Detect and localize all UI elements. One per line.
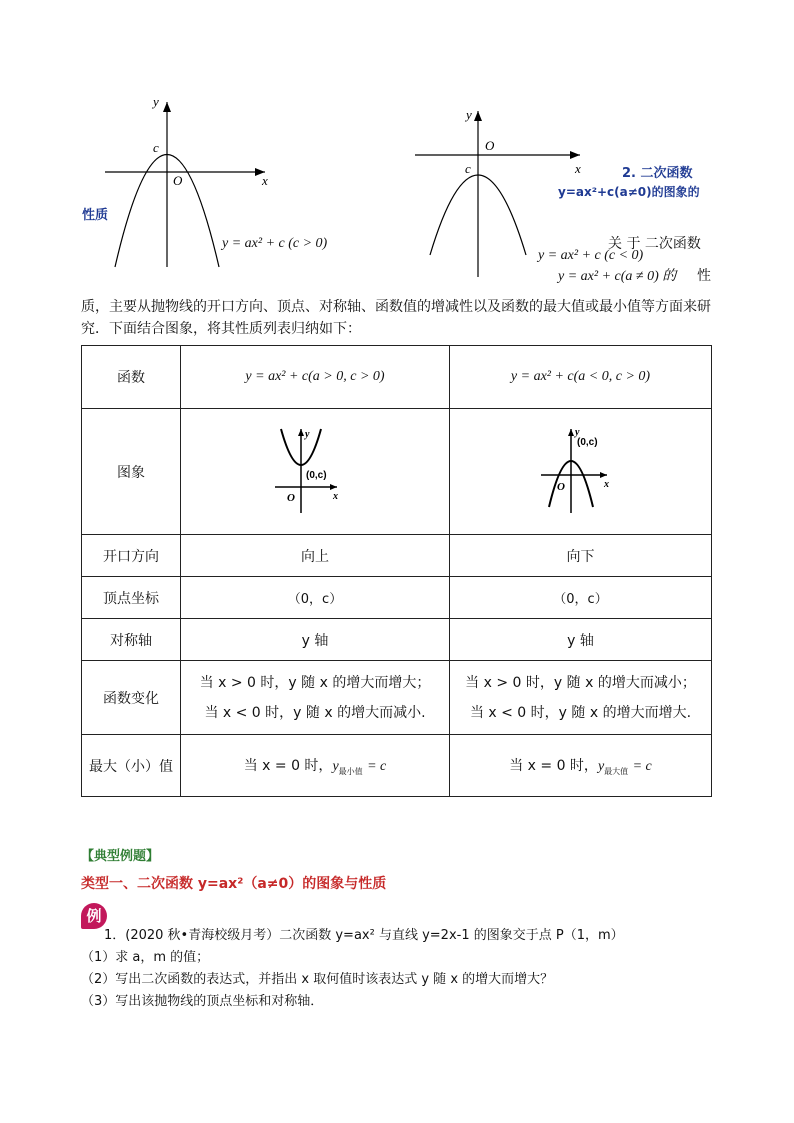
extreme-1-var: y bbox=[332, 758, 339, 774]
extreme-2-sub: 最大值 bbox=[604, 766, 629, 776]
extreme-2-var: y bbox=[597, 758, 605, 774]
question-part-1: （1）求 a，m 的值； bbox=[81, 950, 210, 965]
formula-right-b: y = ax² + c(a ≠ 0) 的 bbox=[558, 269, 677, 284]
table-row bbox=[82, 409, 712, 535]
table-row bbox=[82, 735, 712, 797]
type-title: 类型一、二次函数 y=ax²（a≠0）的图象与性质 bbox=[81, 876, 387, 892]
graph-y-label: y bbox=[574, 426, 579, 438]
section-subtitle: y=ax²+c(a≠0)的图象的 bbox=[558, 185, 700, 199]
cell-vertex-2: （0，c） bbox=[450, 577, 712, 619]
examples-heading: 【典型例题】 bbox=[81, 849, 160, 864]
graph-origin: O bbox=[556, 480, 565, 493]
graph-y-label: y bbox=[305, 428, 310, 440]
cell-function-a-neg: y = ax² + c(a < 0, c > 0) bbox=[450, 346, 712, 409]
y-axis-label: y bbox=[153, 94, 159, 109]
row-label-graph: 图象 bbox=[82, 409, 181, 535]
c-label: c bbox=[465, 161, 471, 176]
cell-change-1 bbox=[181, 661, 450, 735]
cell-opening-down: 向下 bbox=[450, 535, 712, 577]
table-row bbox=[82, 577, 712, 619]
table-row bbox=[82, 619, 712, 661]
formula-left: y = ax² + c (c > 0) bbox=[222, 236, 328, 251]
cell-axis-2: y 轴 bbox=[450, 619, 712, 661]
paragraph-line-1: 质，主要从抛物线的开口方向、顶点、对称轴、函数值的增减性以及函数的最大值或最小值等方面来研 bbox=[81, 299, 711, 315]
table-row bbox=[82, 661, 712, 735]
section-side-label: 性质 bbox=[82, 208, 109, 223]
graph-point-label: (0,c) bbox=[306, 469, 327, 481]
change-2-line-2: 当 x < 0 时，y 随 x 的增大而增大. bbox=[469, 704, 692, 721]
change-1-line-2: 当 x < 0 时，y 随 x 的增大而减小. bbox=[204, 704, 426, 721]
cell-opening-up: 向上 bbox=[181, 535, 450, 577]
c-label: c bbox=[153, 140, 159, 155]
row-label-axis: 对称轴 bbox=[82, 619, 181, 661]
change-1-line-1: 当 x > 0 时，y 随 x 的增大而增大； bbox=[199, 674, 431, 691]
parabola-down-graph bbox=[541, 425, 621, 515]
graph-point-label: (0,c) bbox=[576, 436, 598, 448]
table-row bbox=[82, 535, 712, 577]
row-label-change: 函数变化 bbox=[82, 661, 181, 735]
table-row bbox=[82, 346, 712, 409]
cell-graph-down bbox=[450, 409, 712, 535]
cell-graph-up bbox=[181, 409, 450, 535]
parabola-up-graph bbox=[275, 425, 355, 515]
extreme-1-post: = c bbox=[367, 758, 387, 774]
y-axis-label: y bbox=[466, 107, 472, 122]
origin-label: O bbox=[485, 138, 495, 153]
paragraph-line-2: 究．下面结合图象，将其性质列表归纳如下： bbox=[81, 321, 361, 337]
cell-change-2 bbox=[450, 661, 712, 735]
cell-vertex-1: （0，c） bbox=[181, 577, 450, 619]
extreme-1-pre: 当 x = 0 时， bbox=[243, 757, 333, 774]
x-axis-label: x bbox=[262, 173, 268, 188]
origin-label: O bbox=[173, 173, 183, 188]
intro-right-text: 关 于 二次函数 bbox=[608, 236, 701, 252]
formula-right-a: y = ax² + c (c < 0) bbox=[538, 248, 644, 263]
row-label-extreme: 最大（小）值 bbox=[82, 735, 181, 797]
cell-extreme-1 bbox=[181, 735, 450, 797]
example-badge-text: 例 bbox=[86, 907, 102, 925]
row-label-function: 函数 bbox=[82, 346, 181, 409]
extreme-2-post: = c bbox=[632, 758, 652, 774]
formula-right-xing: 性 bbox=[697, 268, 711, 284]
section-number-title: 2. 二次函数 bbox=[622, 166, 693, 181]
question-part-3: （3）写出该抛物线的顶点坐标和对称轴． bbox=[81, 994, 324, 1009]
cell-function-a-pos: y = ax² + c(a > 0, c > 0) bbox=[181, 346, 450, 409]
row-label-opening: 开口方向 bbox=[82, 535, 181, 577]
graph-x-label: x bbox=[333, 490, 338, 502]
question-part-2: （2）写出二次函数的表达式，并指出 x 取何值时该表达式 y 随 x 的增大而增大？ bbox=[81, 972, 554, 987]
x-axis-label: x bbox=[575, 161, 581, 176]
extreme-1-sub: 最小值 bbox=[338, 766, 363, 776]
cell-axis-1: y 轴 bbox=[181, 619, 450, 661]
properties-table bbox=[81, 345, 712, 797]
question-intro: 1．(2020 秋•青海校级月考）二次函数 y=ax² 与直线 y=2x-1 的图象交于点 P（1，m） bbox=[104, 928, 624, 943]
graph-x-label: x bbox=[603, 478, 609, 490]
cell-extreme-2 bbox=[450, 735, 712, 797]
graph-origin: O bbox=[287, 491, 295, 504]
extreme-2-pre: 当 x = 0 时， bbox=[509, 757, 598, 774]
row-label-vertex: 顶点坐标 bbox=[82, 577, 181, 619]
change-2-line-1: 当 x > 0 时，y 随 x 的增大而减小； bbox=[465, 674, 696, 691]
